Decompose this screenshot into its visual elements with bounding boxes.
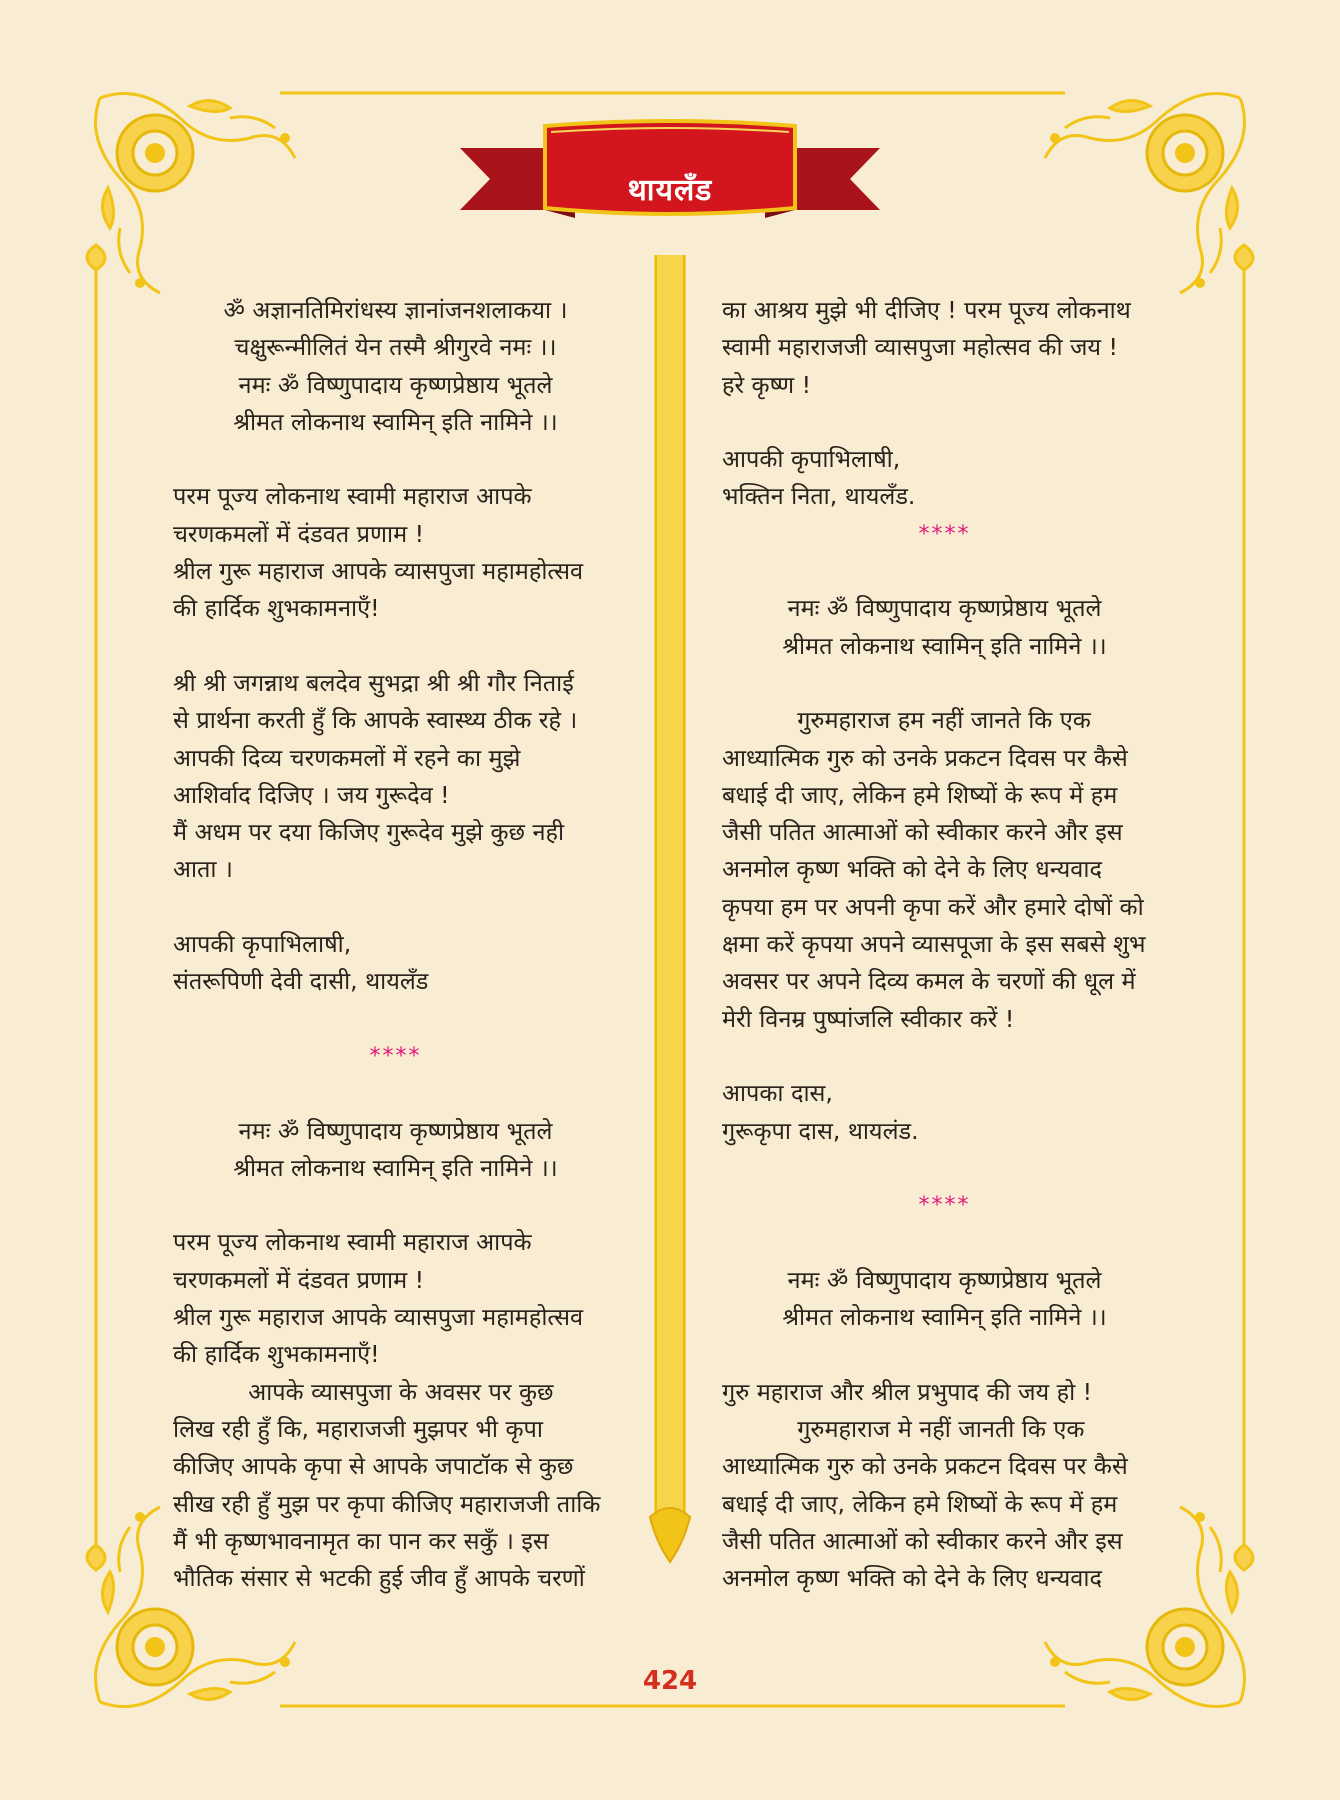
text-line: कीजिए आपके कृपा से आपके जपाटॉक से कुछ (173, 1452, 574, 1481)
text-line: संतरूपिणी देवी दासी, थायलँड (173, 967, 429, 996)
text-line: गुरु महाराज और श्रील प्रभुपाद की जय हो ! (722, 1377, 1093, 1406)
text-line: नमः ॐ विष्णुपादाय कृष्णप्रेष्ठाय भूतले (238, 370, 553, 399)
text-line: का आश्रय मुझे भी दीजिए ! परम पूज्य लोकनाथ (722, 296, 1131, 324)
text-line: से प्रार्थना करती हुँ कि आपके स्वास्थ्य ठीक रहे । (173, 706, 578, 735)
section-separator: **** (918, 1193, 971, 1219)
invocation-mantra (173, 1113, 618, 1188)
text-line: नमः ॐ विष्णुपादाय कृष्णप्रेष्ठाय भूतले (787, 1265, 1102, 1294)
text-line: आशिर्वाद दिजिए । जय गुरूदेव ! (173, 780, 450, 809)
letter-body (173, 665, 618, 889)
letter-body (722, 702, 1167, 1038)
letter-greeting (173, 478, 618, 627)
text-line: नमः ॐ विष्णुपादाय कृष्णप्रेष्ठाय भूतले (787, 594, 1102, 623)
text-line: की हार्दिक शुभकामनाएँ! (173, 1340, 380, 1369)
text-line: लिख रही हुँ कि, महाराजजी मुझपर भी कृपा (173, 1414, 543, 1443)
text-line: ॐ अज्ञानतिमिरांधस्य ज्ञानांजनशलाकया । (223, 296, 568, 324)
text-line: अनमोल कृष्ण भक्ति को देने के लिए धन्यवाद (722, 855, 1102, 884)
text-line: गुरूकृपा दास, थायलंड. (722, 1116, 919, 1145)
letter-body (722, 292, 1167, 404)
text-line: श्रीमत लोकनाथ स्वामिन् इति नामिने ।। (233, 407, 558, 436)
text-line: अवसर पर अपने दिव्य कमल के चरणों की धूल में (722, 967, 1136, 996)
text-line: गुरुमहाराज हम नहीं जानते कि एक (797, 706, 1091, 735)
text-line: आपकी कृपाभिलाषी, (722, 445, 901, 474)
text-line: मेरी विनम्र पुष्पांजलि स्वीकार करें ! (722, 1004, 1015, 1033)
text-line: श्रील गुरू महाराज आपके व्यासपुजा महामहोत्सव (173, 557, 584, 586)
letter-signoff (722, 1075, 1167, 1150)
left-column (173, 292, 618, 1597)
letter-signoff (173, 926, 618, 1001)
letter-body (173, 1374, 618, 1598)
text-line: बधाई दी जाए, लेकिन हमे शिष्यों के रूप में हम (722, 780, 1118, 809)
letter-signoff (722, 441, 1167, 516)
text-line: की हार्दिक शुभकामनाएँ! (173, 594, 380, 623)
text-line: सीख रही हुँ मुझ पर कृपा कीजिए महाराजजी ताकि (173, 1489, 601, 1518)
text-line: आध्यात्मिक गुरु को उनके प्रकटन दिवस पर कैसे (722, 743, 1128, 772)
text-line: स्वामी महाराजजी व्यासपुजा महोत्सव की जय ! (722, 333, 1118, 362)
text-line: चरणकमलों में दंडवत प्रणाम ! (173, 519, 425, 548)
section-separator: **** (918, 521, 971, 547)
text-line: आता । (173, 855, 233, 884)
text-line: आध्यात्मिक गुरु को उनके प्रकटन दिवस पर कैसे (722, 1452, 1128, 1481)
text-line: नमः ॐ विष्णुपादाय कृष्णप्रेष्ठाय भूतले (238, 1116, 553, 1145)
text-line: श्रीमत लोकनाथ स्वामिन् इति नामिने ।। (782, 1303, 1107, 1332)
text-line: श्री श्री जगन्नाथ बलदेव सुभद्रा श्री श्री गौर निताई (173, 668, 574, 697)
invocation-mantra (173, 292, 618, 441)
text-line: जैसी पतित आत्माओं को स्वीकार करने और इस (722, 1526, 1123, 1555)
text-line: भक्तिन निता, थायलँड. (722, 482, 916, 511)
letter-body (722, 1374, 1167, 1598)
page-title: थायलँड (627, 173, 713, 208)
text-line: आपकी कृपाभिलाषी, (173, 930, 352, 959)
text-line: गुरुमहाराज मे नहीं जानती कि एक (797, 1414, 1085, 1443)
text-line: कृपया हम पर अपनी कृपा करें और हमारे दोषों को (722, 892, 1144, 921)
text-line: श्रीमत लोकनाथ स्वामिन् इति नामिने ।। (782, 631, 1107, 660)
section-separator: **** (369, 1043, 422, 1069)
text-line: परम पूज्य लोकनाथ स्वामी महाराज आपके (173, 1228, 532, 1257)
text-line: भौतिक संसार से भटकी हुई जीव हुँ आपके चरणों (173, 1564, 585, 1593)
text-line: आपकी दिव्य चरणकमलों में रहने का मुझे (173, 743, 521, 772)
invocation-mantra (722, 590, 1167, 665)
text-line: श्रीमत लोकनाथ स्वामिन् इति नामिने ।। (233, 1153, 558, 1182)
text-line: मैं अधम पर दया किजिए गुरूदेव मुझे कुछ नही (173, 818, 565, 847)
text-line: श्रील गुरू महाराज आपके व्यासपुजा महामहोत्सव (173, 1303, 584, 1332)
invocation-mantra (722, 1262, 1167, 1337)
page-number: 424 (642, 1666, 698, 1696)
letter-greeting (173, 1224, 618, 1373)
text-line: हरे कृष्ण ! (722, 370, 812, 399)
text-line: बधाई दी जाए, लेकिन हमे शिष्यों के रूप में हम (722, 1489, 1118, 1518)
text-line: चरणकमलों में दंडवत प्रणाम ! (173, 1265, 425, 1294)
text-line: मैं भी कृष्णभावनामृत का पान कर सकुँ । इस (173, 1526, 549, 1555)
text-line: परम पूज्य लोकनाथ स्वामी महाराज आपके (173, 482, 532, 511)
text-line: आपका दास, (722, 1079, 833, 1108)
right-column (722, 292, 1167, 1597)
text-line: जैसी पतित आत्माओं को स्वीकार करने और इस (722, 818, 1123, 847)
text-line: चक्षुरून्मीलितं येन तस्मै श्रीगुरवे नमः ।। (234, 333, 557, 362)
text-line: क्षमा करें कृपया अपने व्यासपूजा के इस सबसे शुभ (722, 930, 1146, 959)
text-line: आपके व्यासपुजा के अवसर पर कुछ (248, 1377, 554, 1406)
text-line: अनमोल कृष्ण भक्ति को देने के लिए धन्यवाद (722, 1564, 1102, 1593)
